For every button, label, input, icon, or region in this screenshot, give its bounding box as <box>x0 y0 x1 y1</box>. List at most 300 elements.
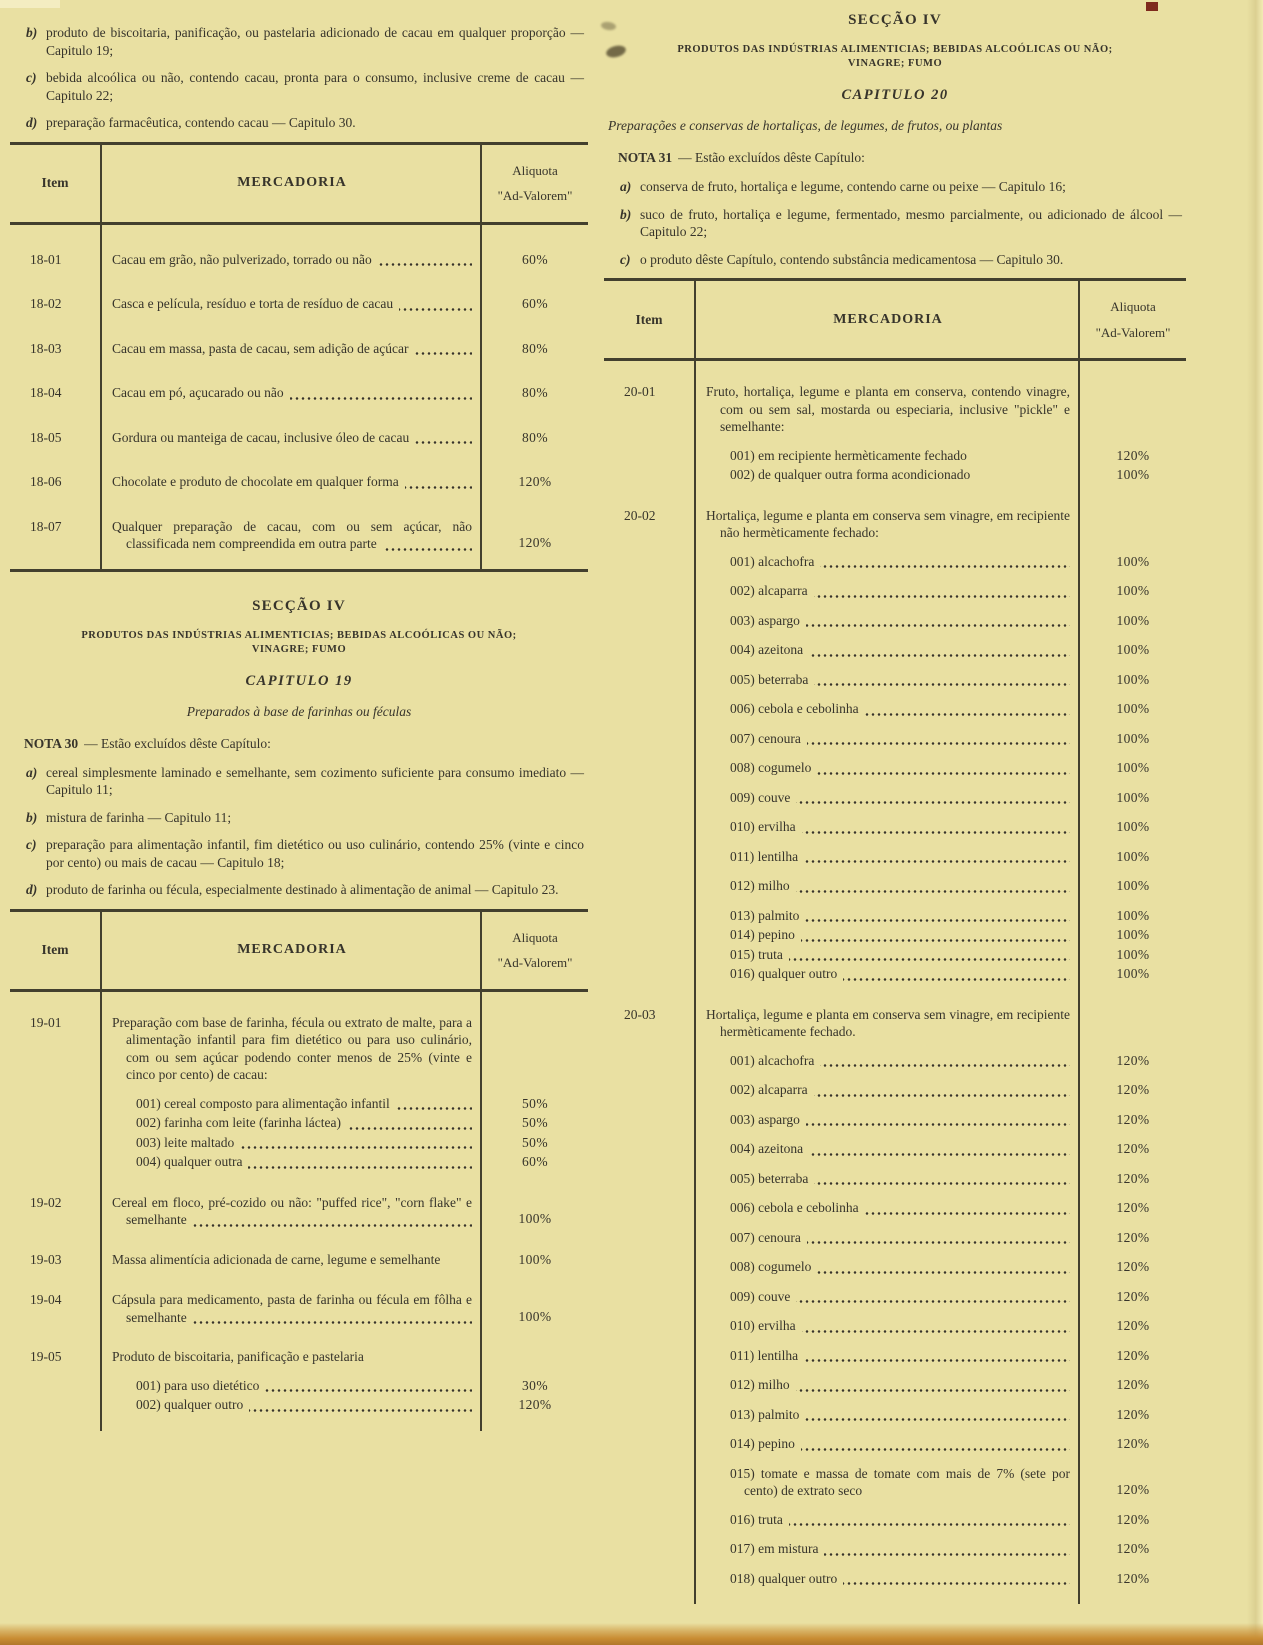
description-line <box>136 1153 472 1171</box>
description-line <box>730 1081 1070 1099</box>
rate-value: 80% <box>522 340 548 356</box>
description-text: 016) qualquer outro <box>730 966 843 981</box>
item-code-cell <box>10 1152 100 1172</box>
description-cell <box>694 945 1080 965</box>
exclusion-item-text: bebida alcoólica ou não, contendo cacau, pronta para o consumo, inclusive creme de cacau — Capitulo 22; <box>46 70 584 103</box>
description-text: 004) azeitona <box>730 642 809 657</box>
rate-cell <box>1080 964 1186 984</box>
column-header-item: Item <box>10 145 100 225</box>
description-cell <box>694 485 1080 542</box>
exclusion-item-text: cereal simplesmente laminado e semelhante, sem cozimento suficiente para consumo imediato — Capitulo 11; <box>46 764 584 797</box>
item-code-cell <box>604 896 694 926</box>
rate-cell <box>1080 630 1186 660</box>
rate-value: 100% <box>1116 467 1150 482</box>
rate-cell <box>1080 571 1186 601</box>
description-text: Cacau em pó, açucarado ou não <box>112 385 290 400</box>
nota-label: NOTA 31 <box>618 150 673 165</box>
description-line <box>730 1052 1070 1070</box>
item-code-cell <box>604 571 694 601</box>
rate-value: 120% <box>1116 1541 1150 1556</box>
description-line <box>112 384 472 402</box>
description-text: 016) truta <box>730 1512 789 1527</box>
description-text: 018) qualquer outro <box>730 1571 843 1586</box>
item-code-cell <box>604 1306 694 1336</box>
description-line <box>730 965 1070 983</box>
description-cell <box>694 866 1080 896</box>
chapter-description: Preparados à base de farinhas ou féculas <box>186 703 412 719</box>
item-code: 18-02 <box>30 296 62 311</box>
exclusion-item <box>10 836 588 871</box>
rate-value: 60% <box>522 251 548 267</box>
rate-value: 60% <box>522 1154 548 1169</box>
description-text: Preparação com base de farinha, fécula ou extrato de malte, para a alimentação infantil para fim dietético ou para uso culinário, com ou sem açúcar podendo conter menos de 25% (vinte e cinco por cento) de cacau: <box>112 1014 472 1082</box>
description-line <box>730 1435 1070 1453</box>
rate-value: 80% <box>522 429 548 445</box>
rate-cell <box>482 992 588 1084</box>
exclusion-item-text: suco de fruto, hortaliça e legume, fermentado, mesmo parcialmente, ou adicionado de álcool — Capitulo 22; <box>640 206 1182 239</box>
description-cell <box>694 1336 1080 1366</box>
item-code-cell <box>604 1100 694 1130</box>
description-line <box>730 1140 1070 1158</box>
item-code-cell <box>604 1336 694 1366</box>
description-text: 011) lentilha <box>730 849 804 864</box>
rate-cell <box>1080 778 1186 808</box>
rate-cell <box>482 403 588 448</box>
rate-cell <box>1080 1247 1186 1277</box>
description-line <box>730 1288 1070 1306</box>
rate-value: 100% <box>1116 730 1150 746</box>
description-text: Cápsula para medicamento, pasta de farinha ou fécula em fôlha e semelhante <box>112 1292 472 1325</box>
description-text: Qualquer preparação de cacau, com ou sem açúcar, não classificada nem compreendida em outra parte <box>112 518 472 551</box>
description-cell <box>694 964 1080 984</box>
exclusion-item-label: d) <box>26 882 38 897</box>
nota-label: NOTA 30 <box>24 735 79 751</box>
description-line <box>112 473 472 491</box>
item-code-cell <box>10 1326 100 1366</box>
exclusion-item <box>10 69 588 104</box>
description-text: Cereal em floco, pré-cozido ou não: "puffed rice", "corn flake" e semelhante <box>112 1194 472 1227</box>
aliquota-label: Aliquota <box>512 162 558 178</box>
item-code-cell <box>604 542 694 572</box>
description-cell <box>694 571 1080 601</box>
rate-cell <box>1080 1129 1186 1159</box>
description-text: 003) aspargo <box>730 1112 806 1127</box>
description-line <box>112 340 472 358</box>
description-line <box>112 429 472 447</box>
description-cell <box>100 403 482 448</box>
description-line <box>730 612 1070 630</box>
item-code: 19-05 <box>30 1349 62 1364</box>
column-header-aliquota <box>482 912 588 992</box>
right-column <box>604 8 1186 1604</box>
description-text: 001) alcachofra <box>730 554 820 569</box>
description-line <box>730 466 1070 484</box>
description-cell <box>694 748 1080 778</box>
rate-cell <box>1080 689 1186 719</box>
rate-value: 120% <box>1116 1318 1150 1333</box>
description-line <box>730 1229 1070 1247</box>
description-line <box>730 1465 1070 1500</box>
description-cell <box>100 1152 482 1172</box>
rate-cell <box>482 269 588 314</box>
description-text: Casca e película, resíduo e torta de resíduo de cacau <box>112 296 399 311</box>
description-text: 010) ervilha <box>730 819 802 834</box>
column-header-aliquota <box>482 145 588 225</box>
description-line <box>730 1199 1070 1217</box>
exclusion-item-text: produto de biscoitaria, panificação, ou pastelaria adicionado de cacau em qualquer proporção — Capitulo 19; <box>46 25 584 58</box>
item-code-cell <box>10 992 100 1084</box>
description-text: 007) cenoura <box>730 731 807 746</box>
ad-valorem-label: "Ad-Valorem" <box>497 188 573 203</box>
exclusion-item-text: conserva de fruto, hortaliça e legume, contendo carne ou peixe — Capitulo 16; <box>640 179 1066 194</box>
item-code: 18-01 <box>30 251 62 267</box>
description-line <box>136 1396 472 1414</box>
aliquota-label: Aliquota <box>1110 299 1156 314</box>
rate-cell <box>1080 1454 1186 1500</box>
description-text: 011) lentilha <box>730 1348 804 1363</box>
item-code-cell <box>604 1041 694 1071</box>
chapter18-exclusion-notes <box>10 24 588 132</box>
item-code-cell <box>604 1559 694 1589</box>
description-cell <box>694 1277 1080 1307</box>
description-text: 005) beterraba <box>730 1171 814 1186</box>
rate-cell <box>482 1172 588 1229</box>
item-code-cell <box>604 778 694 808</box>
exclusion-item <box>10 24 588 59</box>
description-cell <box>694 1365 1080 1395</box>
rate-value: 100% <box>1116 819 1150 834</box>
item-code-cell <box>604 719 694 749</box>
item-code-cell <box>10 1084 100 1114</box>
item-code: 20-01 <box>624 384 656 399</box>
item-code: 20-02 <box>624 507 656 523</box>
rate-cell <box>1080 1424 1186 1454</box>
item-code-cell <box>604 1395 694 1425</box>
section-title: SECÇÃO IV <box>252 597 346 614</box>
rate-cell <box>482 1326 588 1366</box>
item-code-cell <box>604 964 694 984</box>
description-line <box>706 507 1070 542</box>
rate-cell <box>1080 1070 1186 1100</box>
item-code: 18-06 <box>30 474 62 489</box>
item-code-cell <box>10 1395 100 1415</box>
nota-line <box>24 736 588 752</box>
item-code-cell <box>604 1277 694 1307</box>
item-code-cell <box>604 1159 694 1189</box>
description-text: 002) de qualquer outra forma acondicionado <box>730 467 976 482</box>
description-cell <box>694 1188 1080 1218</box>
description-text: 001) alcachofra <box>730 1053 820 1068</box>
description-text: 007) cenoura <box>730 1230 807 1245</box>
description-line <box>730 1317 1070 1335</box>
description-cell <box>100 492 482 553</box>
item-code-cell <box>604 601 694 631</box>
page-bottom-edge <box>0 1623 1263 1645</box>
rate-value: 100% <box>1116 789 1150 805</box>
description-line <box>112 1014 472 1084</box>
nota-text: — Estão excluídos dêste Capítulo: <box>84 735 271 751</box>
chapter-title: CAPITULO 19 <box>245 672 353 689</box>
exclusion-item <box>10 809 588 827</box>
description-text: 002) farinha com leite (farinha láctea) <box>136 1115 347 1130</box>
page-edge-shading <box>1247 0 1263 1645</box>
rate-value: 120% <box>518 474 552 489</box>
rate-value: 120% <box>1116 1229 1150 1245</box>
rate-cell <box>1080 945 1186 965</box>
description-text: Produto de biscoitaria, panificação e pastelaria <box>112 1349 370 1364</box>
description-line <box>112 1291 472 1326</box>
rate-cell <box>1080 1336 1186 1366</box>
left-column <box>10 12 588 1431</box>
item-code-cell <box>604 866 694 896</box>
rate-value: 100% <box>518 1308 552 1324</box>
description-line <box>730 700 1070 718</box>
description-line <box>730 730 1070 748</box>
description-cell <box>100 1113 482 1133</box>
description-cell <box>694 436 1080 466</box>
description-line <box>730 877 1070 895</box>
description-line <box>730 1376 1070 1394</box>
item-code: 18-07 <box>30 518 62 534</box>
rate-cell <box>1080 866 1186 896</box>
item-code-cell <box>10 358 100 403</box>
aliquota-label: Aliquota <box>512 929 558 945</box>
item-code: 19-01 <box>30 1014 62 1030</box>
rate-cell <box>1080 465 1186 485</box>
item-code-cell <box>604 689 694 719</box>
item-code-cell <box>10 269 100 314</box>
description-line <box>730 1170 1070 1188</box>
description-line <box>730 1258 1070 1276</box>
rate-cell <box>1080 837 1186 867</box>
description-line <box>730 907 1070 925</box>
description-text: 001) em recipiente hermèticamente fechado <box>730 448 973 463</box>
page-corner-highlight <box>0 0 60 8</box>
table-bottom-padding <box>482 553 588 569</box>
table-bottom-padding <box>10 1415 100 1431</box>
rate-cell <box>1080 1500 1186 1530</box>
description-cell <box>100 358 482 403</box>
description-text: Cacau em massa, pasta de cacau, sem adição de açúcar <box>112 341 414 356</box>
description-line <box>730 926 1070 944</box>
description-text: 010) ervilha <box>730 1318 802 1333</box>
chapter-description: Preparações e conservas de hortaliças, de legumes, de frutos, ou plantas <box>608 118 1003 133</box>
rate-cell <box>1080 361 1186 436</box>
description-text: 006) cebola e cebolinha <box>730 701 865 716</box>
nota-line <box>618 150 1186 166</box>
description-line <box>730 946 1070 964</box>
section-subtitle-line1: PRODUTOS DAS INDÚSTRIAS ALIMENTICIAS; BEBIDAS ALCOÓLICAS OU NÃO; <box>677 44 1113 55</box>
description-cell <box>694 630 1080 660</box>
item-code-cell <box>604 1188 694 1218</box>
rate-cell <box>482 447 588 492</box>
item-code: 18-05 <box>30 429 62 445</box>
item-code-cell <box>10 1172 100 1229</box>
description-line <box>730 553 1070 571</box>
description-cell <box>100 447 482 492</box>
rate-value: 120% <box>1116 1482 1150 1497</box>
exclusion-item-text: preparação farmacêutica, contendo cacau — Capitulo 30. <box>46 115 356 130</box>
rate-value: 120% <box>518 1397 552 1412</box>
rate-cell <box>1080 1100 1186 1130</box>
ad-valorem-label: "Ad-Valorem" <box>1095 324 1171 340</box>
rate-value: 120% <box>1116 1170 1150 1186</box>
description-line <box>112 518 472 553</box>
description-line <box>112 1194 472 1229</box>
description-line <box>730 1511 1070 1529</box>
item-code-cell <box>604 1129 694 1159</box>
description-text: 002) qualquer outro <box>136 1397 249 1412</box>
item-code-cell <box>604 807 694 837</box>
description-cell <box>694 807 1080 837</box>
rate-value: 120% <box>1116 1511 1150 1527</box>
rate-value: 120% <box>1116 1288 1150 1304</box>
description-text: 017) em mistura <box>730 1541 824 1556</box>
description-cell <box>694 1070 1080 1100</box>
rate-value: 100% <box>1116 760 1150 775</box>
rate-value: 100% <box>1116 612 1150 628</box>
description-cell <box>100 1395 482 1415</box>
item-code-cell <box>604 925 694 945</box>
rate-value: 120% <box>1116 447 1150 463</box>
item-code-cell <box>604 837 694 867</box>
rate-value: 100% <box>518 1251 552 1267</box>
rate-cell <box>1080 719 1186 749</box>
description-line <box>112 251 472 269</box>
rate-value: 50% <box>522 1115 548 1130</box>
description-line <box>136 1095 472 1113</box>
item-code-cell <box>604 984 694 1041</box>
rate-cell <box>1080 1529 1186 1559</box>
item-code-cell <box>10 1229 100 1270</box>
description-text: 003) leite maltado <box>136 1135 240 1150</box>
description-cell <box>694 601 1080 631</box>
exclusion-item-label: b) <box>26 25 38 40</box>
description-cell <box>100 269 482 314</box>
description-text: 014) pepino <box>730 927 801 942</box>
item-code-cell <box>604 1365 694 1395</box>
description-text: 002) alcaparra <box>730 1082 814 1097</box>
description-text: Chocolate e produto de chocolate em qualquer forma <box>112 474 405 489</box>
description-line <box>112 1251 472 1269</box>
rate-value: 120% <box>1116 1406 1150 1422</box>
rate-value: 100% <box>1116 946 1150 962</box>
rate-cell <box>1080 1159 1186 1189</box>
item-code-cell <box>604 945 694 965</box>
description-cell <box>100 1133 482 1153</box>
item-code-cell <box>604 630 694 660</box>
description-text: 004) azeitona <box>730 1141 809 1156</box>
nota-text: — Estão excluídos dêste Capítulo: <box>678 150 865 165</box>
rate-cell <box>1080 1395 1186 1425</box>
description-text: 004) qualquer outra <box>136 1154 248 1169</box>
description-text: 008) cogumelo <box>730 760 817 775</box>
item-code-cell <box>604 1500 694 1530</box>
item-code-cell <box>604 660 694 690</box>
chapter19-exclusion-notes <box>10 764 588 899</box>
table-bottom-padding <box>10 553 100 569</box>
description-line <box>136 1134 472 1152</box>
rate-value: 60% <box>522 296 548 311</box>
description-cell <box>694 1500 1080 1530</box>
section-subtitle-line2: VINAGRE; FUMO <box>251 643 347 655</box>
description-cell <box>100 1326 482 1366</box>
item-code-cell <box>604 748 694 778</box>
chapter18-tariff-table <box>10 142 588 572</box>
rate-cell <box>482 1113 588 1133</box>
item-code-cell <box>604 361 694 436</box>
item-code: 20-03 <box>624 1006 656 1022</box>
item-code-cell <box>604 436 694 466</box>
description-text: 008) cogumelo <box>730 1259 817 1274</box>
description-cell <box>694 1159 1080 1189</box>
rate-cell <box>482 1152 588 1172</box>
rate-cell <box>482 1229 588 1270</box>
chapter19-tariff-table <box>10 909 588 1431</box>
rate-cell <box>1080 1306 1186 1336</box>
rate-cell <box>482 1133 588 1153</box>
item-code-cell <box>604 1529 694 1559</box>
rate-cell <box>1080 1041 1186 1071</box>
rate-cell <box>482 314 588 359</box>
rate-cell <box>1080 485 1186 542</box>
description-text: 012) milho <box>730 878 796 893</box>
section-title: SECÇÃO IV <box>848 12 942 28</box>
description-line <box>730 582 1070 600</box>
red-corner-mark <box>1146 2 1158 11</box>
description-line <box>730 1570 1070 1588</box>
rate-cell <box>1080 896 1186 926</box>
rate-value: 100% <box>1116 671 1150 687</box>
item-code-cell <box>10 403 100 448</box>
item-code-cell <box>10 1133 100 1153</box>
table-bottom-padding <box>482 1415 588 1431</box>
rate-value: 120% <box>1116 1570 1150 1586</box>
rate-cell <box>1080 1365 1186 1395</box>
chapter-title: CAPITULO 20 <box>841 87 949 103</box>
description-cell <box>694 1129 1080 1159</box>
description-line <box>112 1348 472 1366</box>
item-code-cell <box>604 1218 694 1248</box>
description-cell <box>100 1229 482 1270</box>
rate-cell <box>1080 748 1186 778</box>
description-cell <box>694 1454 1080 1500</box>
item-code-cell <box>604 1424 694 1454</box>
exclusion-item <box>604 178 1186 196</box>
description-cell <box>694 689 1080 719</box>
description-cell <box>694 896 1080 926</box>
exclusion-item-label: a) <box>620 179 632 194</box>
rate-value: 100% <box>1116 878 1150 893</box>
table-bottom-padding <box>694 1588 1080 1604</box>
item-code-cell <box>604 1070 694 1100</box>
exclusion-item-label: c) <box>26 837 37 852</box>
item-code-cell <box>604 1454 694 1500</box>
exclusion-item-label: b) <box>26 809 38 825</box>
rate-cell <box>482 358 588 403</box>
description-line <box>730 1540 1070 1558</box>
chapter20-exclusion-notes <box>604 178 1186 268</box>
chapter20-tariff-table <box>604 278 1186 1604</box>
exclusion-item <box>10 764 588 799</box>
rate-value: 100% <box>1116 701 1150 716</box>
description-text: 009) couve <box>730 1289 796 1304</box>
item-code-cell <box>10 492 100 553</box>
item-code: 18-04 <box>30 385 62 400</box>
description-cell <box>694 925 1080 945</box>
item-code: 19-02 <box>30 1194 62 1210</box>
description-line <box>706 1006 1070 1041</box>
